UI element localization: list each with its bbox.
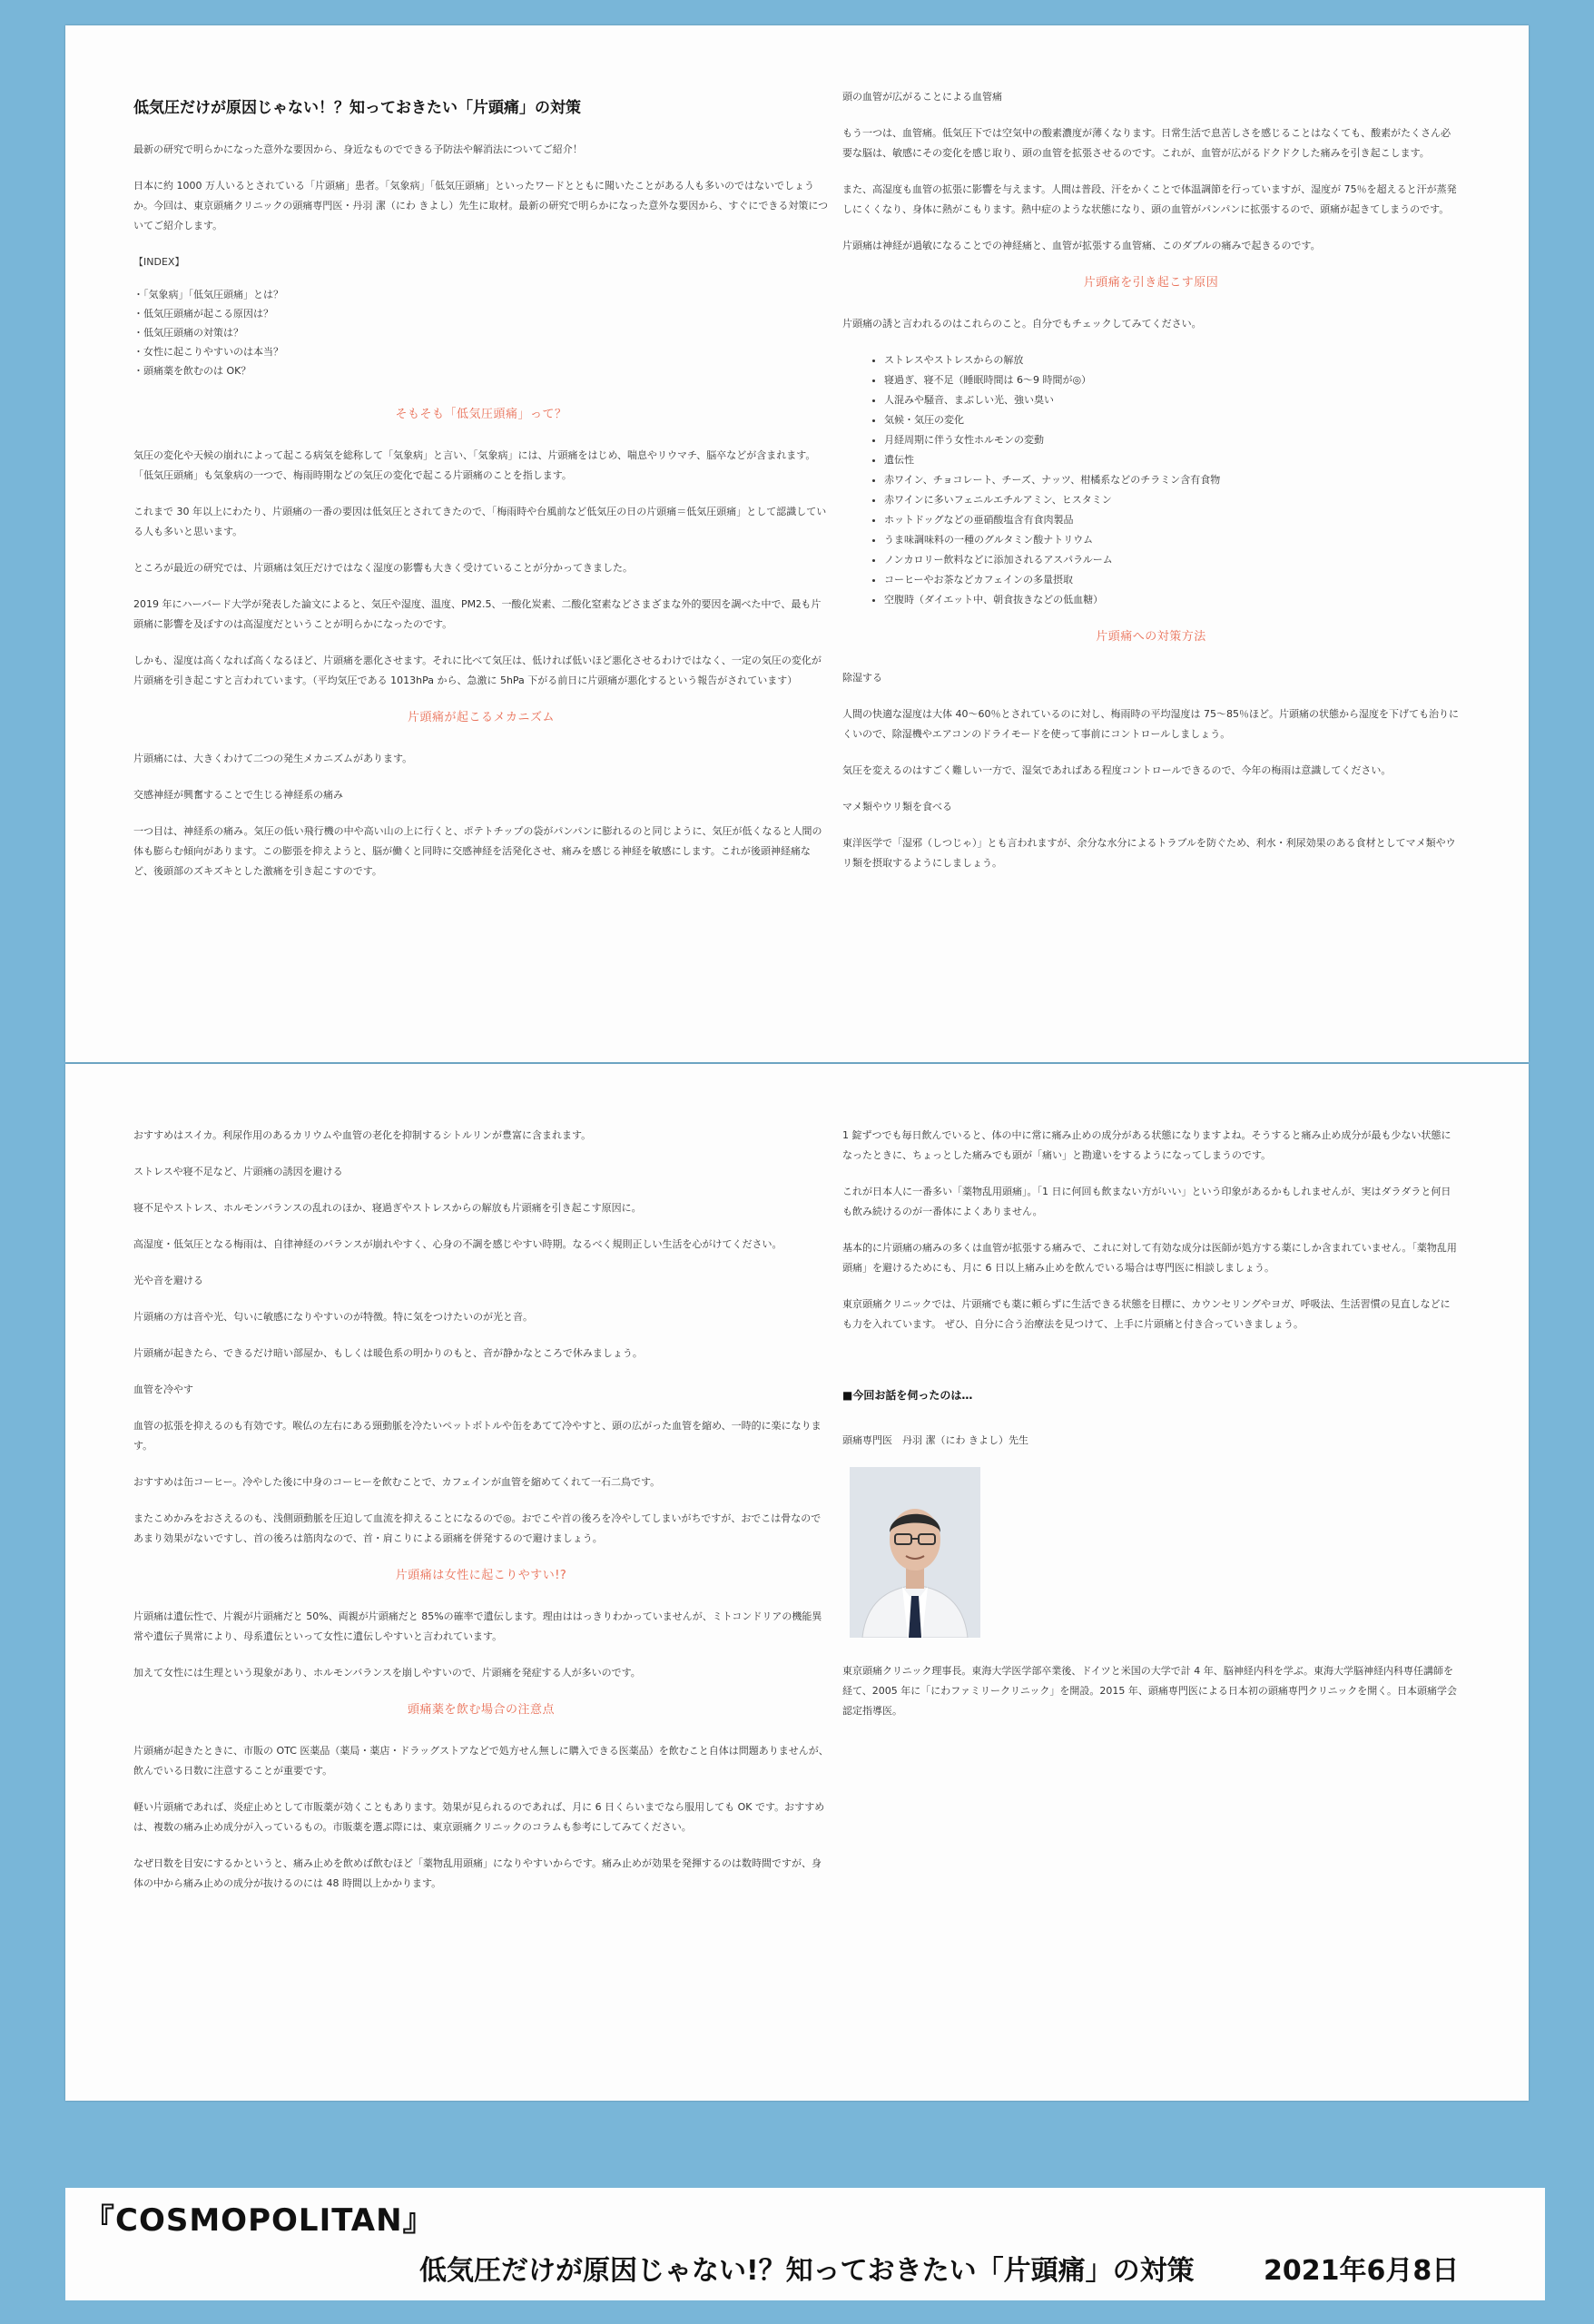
paragraph: おすすめはスイカ。利尿作用のあるカリウムや血管の老化を抑制するシトルリンが豊富に含まれます。: [133, 1129, 592, 1141]
top-left-column: [133, 96, 829, 898]
doctor-photo: [850, 1467, 980, 1638]
list-item: • 空腹時（ダイエット中、朝食抜きなどの低血糖）: [884, 590, 1460, 610]
list-item: • コーヒーやお茶などカフェインの多量摂取: [884, 570, 1460, 590]
list-item: • ノンカロリー飲料などに添加されるアスパラルーム: [884, 550, 1460, 570]
paragraph: これまで 30 年以上にわたり、片頭痛の一番の要因は低気圧とされてきたので、「梅雨時や台風前など低気圧の日の片頭痛＝低気圧頭痛」として認識している人も多いと思います。: [133, 506, 827, 537]
list-item: • うま味調味料の一種のグルタミン酸ナトリウム: [884, 530, 1460, 550]
paragraph: なぜ日数を目安にするかというと、痛み止めを飲めば飲むほど「薬物乱用頭痛」になりやすいからです。痛み止めが効果を発揮するのは数時間ですが、身体の中から痛み止めの成分が抜けるのには 48 時間以上かかります。: [133, 1857, 822, 1889]
paragraph: ところが最近の研究では、片頭痛は気圧だけではなく湿度の影響も大きく受けていることが分かってきました。: [133, 562, 633, 574]
paragraph: 片頭痛には、大きくわけて二つの発生メカニズムがあります。: [133, 753, 413, 764]
list-item: • 赤ワイン、チョコレート、チーズ、ナッツ、柑橘系などのチラミン含有食物: [884, 470, 1460, 490]
paragraph: 気圧を変えるのはすごく難しい一方で、湿気であればある程度コントロールできるので、今年の梅雨は意識してください。: [842, 764, 1392, 776]
paragraph: 加えて女性には生理という現象があり、ホルモンバランスを崩しやすいので、片頭痛を発症する人が多いのです。: [133, 1667, 641, 1679]
list-item: • 寝過ぎ、寝不足（睡眠時間は 6～9 時間が◎）: [884, 370, 1460, 390]
bottom-left-column: [133, 1126, 829, 1910]
paragraph: 片頭痛の方は音や光、匂いに敏感になりやすいのが特徴。特に気をつけたいのが光と音。: [133, 1311, 533, 1323]
bottom-right-column: [842, 1126, 1460, 1738]
index-item: ・低気圧頭痛の対策は？: [133, 327, 243, 339]
article-page-top: [65, 25, 1529, 1062]
doctor-bio: 東京頭痛クリニック理事長。東海大学医学部卒業後、ドイツと米国の大学で計 4 年、脳神経内科を学ぶ。東海大学脳神経内科専任講師を経て、2005 年に「にわファミリークリニック」を開設。2015 年、頭痛専門医による日本初の頭痛専門クリニックを開く。日本頭痛学会認定指導医。: [842, 1665, 1457, 1717]
paragraph: 軽い片頭痛であれば、炎症止めとして市販薬が効くこともあります。効果が見られるのであれば、月に 6 日くらいまでなら服用しても OK です。おすすめは、複数の痛み止め成分が入っているもの。市販薬を選ぶ際には、東京頭痛クリニックのコラムも参考にしてみてください。: [133, 1801, 825, 1833]
paragraph: しかも、湿度は高くなれば高くなるほど、片頭痛を悪化させます。それに比べて気圧は、低ければ低いほど悪化させるわけではなく、一定の気圧の変化が片頭痛を引き起こすと言われています。（平均気圧である 1013hPa から、急激に 5hPa 下がる前日に片頭痛が悪化するという報告がされています）: [133, 655, 822, 686]
subheading: ストレスや寝不足など、片頭痛の誘因を避ける: [133, 1166, 343, 1177]
index-list: [133, 285, 829, 380]
subheading: 光や音を避ける: [133, 1275, 203, 1286]
paragraph: 高湿度・低気圧となる梅雨は、自律神経のバランスが崩れやすく、心身の不調を感じやすい時期。なるべく規則正しい生活を心がけてください。: [133, 1238, 782, 1250]
index-item: ・頭痛薬を飲むのは OK？: [133, 365, 251, 377]
paragraph: 片頭痛は神経が過敏になることでの神経痛と、血管が拡張する血管痛、このダブルの痛みで起きるのです。: [842, 240, 1321, 251]
subheading: 頭の血管が広がることによる血管痛: [842, 91, 1002, 103]
section-heading: 片頭痛を引き起こす原因: [1083, 276, 1219, 290]
paragraph: 2019 年にハーバード大学が発表した論文によると、気圧や湿度、温度、PM2.5、一酸化炭素、二酸化窒素などさまざまな外的要因を調べた中で、最も片頭痛に影響を及ぼすのは高湿度だということが明らかになったのです。: [133, 598, 822, 630]
list-item: • 気候・気圧の変化: [884, 410, 1460, 430]
section-heading: 片頭痛への対策方法: [1096, 630, 1206, 644]
paragraph: 寝不足やストレス、ホルモンバランスの乱れのほか、寝過ぎやストレスからの解放も片頭痛を引き起こす原因に。: [133, 1202, 642, 1214]
footer-article-title: 低気圧だけが原因じゃない!？知っておきたい「片頭痛」の対策: [419, 2255, 1195, 2287]
paragraph: おすすめは缶コーヒー。冷やした後に中身のコーヒーを飲むことで、カフェインが血管を縮めてくれて一石二鳥です。: [133, 1476, 661, 1488]
section-heading: 片頭痛が起こるメカニズム: [407, 711, 555, 724]
list-item: • ストレスやストレスからの解放: [884, 350, 1460, 370]
top-right-column: [842, 87, 1460, 890]
article-intro: 日本に約 1000 万人いるとされている「片頭痛」患者。「気象病」「低気圧頭痛」といったワードとともに聞いたことがある人も多いのではないでしょうか。今回は、東京頭痛クリニックの頭痛専門医・丹羽 潔（にわ きよし）先生に取材。最新の研究で明らかになった意外な要因から、すぐにできる対策についてご紹介します。: [133, 180, 829, 231]
subheading: 除湿する: [842, 672, 882, 684]
article-title: 低気圧だけが原因じゃない！？知っておきたい「片頭痛」の対策: [133, 99, 581, 117]
list-item: • 人混みや騒音、まぶしい光、強い臭い: [884, 390, 1460, 410]
paragraph: 一つ目は、神経系の痛み。気圧の低い飛行機の中や高い山の上に行くと、ポテトチップの袋がパンパンに膨れるのと同じように、気圧が低くなると人間の体も膨らむ傾向があります。この膨張を抑えようと、脳が働くと同時に交感神経を活発化させ、痛みを感じる神経を敏感にします。これが後頭神経痛など、後頭部のズキズキとした激痛を引き起こすのです。: [133, 825, 822, 877]
paragraph: 片頭痛が起きたら、できるだけ暗い部屋か、もしくは暖色系の明かりのもと、音が静かなところで休みましょう。: [133, 1347, 643, 1359]
index-item: ・低気圧頭痛が起こる原因は？: [133, 308, 273, 320]
list-item: • 赤ワインに多いフェニルエチルアミン、ヒスタミン: [884, 490, 1460, 510]
subheading: 血管を冷やす: [133, 1384, 193, 1395]
paragraph: 片頭痛の誘と言われるのはこれらのこと。自分でもチェックしてみてください。: [842, 318, 1202, 330]
doctor-name: 頭痛専門医 丹羽 潔（にわ きよし）先生: [842, 1434, 1028, 1446]
paragraph: もう一つは、血管痛。低気圧下では空気中の酸素濃度が薄くなります。日常生活で息苦しさを感じることはなくても、酸素がたくさん必要な脳は、敏感にその変化を感じ取り、頭の血管を拡張させるのです。これが、血管が広がるドクドクした痛みを引き起こします。: [842, 127, 1451, 159]
paragraph: 基本的に片頭痛の痛みの多くは血管が拡張する痛みで、これに対して有効な成分は医師が処方する薬にしか含まれていません。「薬物乱用頭痛」を避けるためにも、月に 6 日以上痛み止めを飲んでいる場合は専門医に相談しましょう。: [842, 1242, 1457, 1274]
profile-heading: ■今回お話を伺ったのは…: [842, 1389, 973, 1402]
paragraph: 東洋医学で「湿邪（しつじゃ）」とも言われますが、余分な水分によるトラブルを防ぐため、利水・利尿効果のある食材としてマメ類やウリ類を摂取するようにしましょう。: [842, 837, 1456, 869]
paragraph: 1 錠ずつでも毎日飲んでいると、体の中に常に痛み止めの成分がある状態になりますよね。そうすると痛み止め成分が最も少ない状態になったときに、ちょっとした痛みでも頭が「痛い」と勘違いをするようになってしまうのです。: [842, 1129, 1451, 1161]
paragraph: また、高湿度も血管の拡張に影響を与えます。人間は普段、汗をかくことで体温調節を行っていますが、湿度が 75％を超えると汗が蒸発しにくくなり、身体に熱がこもります。熱中症のような状態になり、頭の血管がパンパンに拡張するので、頭痛が起きてしまうのです。: [842, 183, 1457, 215]
subheading: 交感神経が興奮することで生じる神経系の痛み: [133, 789, 343, 801]
paragraph: 人間の快適な湿度は大体 40～60％とされているのに対し、梅雨時の平均湿度は 75～85％ほど。片頭痛の状態から湿度を下げても治りにくいので、除湿機やエアコンのドライモードを使って事前にコントロールしましょう。: [842, 708, 1459, 740]
subheading: マメ類やウリ類を食べる: [842, 801, 952, 812]
section-heading: そもそも「低気圧頭痛」って？: [395, 408, 567, 421]
trigger-list: [842, 350, 1460, 610]
list-item: • ホットドッグなどの亜硝酸塩含有食肉製品: [884, 510, 1460, 530]
list-item: • 月経周期に伴う女性ホルモンの変動: [884, 430, 1460, 450]
section-heading: 頭痛薬を飲む場合の注意点: [407, 1703, 555, 1717]
magazine-name: 『COSMOPOLITAN』: [84, 2202, 435, 2239]
paragraph: 片頭痛は遺伝性で、片親が片頭痛だと 50%、両親が片頭痛だと 85%の確率で遺伝します。理由ははっきりわかっていませんが、ミトコンドリアの機能異常や遺伝子異常により、母系遺伝といって女性に遺伝しやすいと言われています。: [133, 1610, 822, 1642]
paragraph: 片頭痛が起きたときに、市販の OTC 医薬品（薬局・薬店・ドラッグストアなどで処方せん無しに購入できる医薬品）を飲むこと自体は問題ありませんが、飲んでいる日数に注意することが重要です。: [133, 1745, 829, 1777]
paragraph: 東京頭痛クリニックでは、片頭痛でも薬に頼らずに生活できる状態を目標に、カウンセリングやヨガ、呼吸法、生活習慣の見直しなどにも力を入れています。 ぜひ、自分に合う治療法を見つけて、上手に片頭痛と付き合っていきましょう。: [842, 1298, 1451, 1330]
section-heading: 片頭痛は女性に起こりやすい!?: [395, 1569, 567, 1582]
source-label: [65, 2188, 1545, 2300]
index-item: ・「気象病」「低気圧頭痛」とは？: [133, 289, 283, 300]
publish-date: 2021年6月8日: [1264, 2255, 1460, 2287]
paragraph: またこめかみをおさえるのも、浅側頭動脈を圧迫して血流を抑えることになるので◎。おでこや首の後ろを冷やしてしまいがちですが、おでこは骨なのであまり効果がないですし、首の後ろは筋肉なので、首・肩こりによる頭痛を併発するので避けましょう。: [133, 1512, 822, 1544]
doctor-portrait-icon: [850, 1467, 980, 1638]
paragraph: これが日本人に一番多い「薬物乱用頭痛」。「1 日に何回も飲まない方がいい」という印象があるかもしれませんが、実はダラダラと何日も飲み続けるのが一番体によくありません。: [842, 1186, 1451, 1217]
index-label: 【INDEX】: [133, 256, 185, 268]
paragraph: 血管の拡張を抑えるのも有効です。喉仏の左右にある頸動脈を冷たいペットボトルや缶をあてて冷やすと、頭の広がった血管を縮め、一時的に楽になります。: [133, 1420, 822, 1452]
index-item: ・女性に起こりやすいのは本当？: [133, 346, 283, 358]
article-page-bottom: [65, 1064, 1529, 2101]
paragraph: 気圧の変化や天候の崩れによって起こる病気を総称して「気象病」と言い、「気象病」には、片頭痛をはじめ、喘息やリウマチ、脳卒などが含まれます。「低気圧頭痛」も気象病の一つで、梅雨時期などの気圧の変化で起こる片頭痛のことを指します。: [133, 449, 816, 481]
article-lead: 最新の研究で明らかになった意外な要因から、身近なものでできる予防法や解消法についてご紹介！: [133, 143, 583, 155]
list-item: • 遺伝性: [884, 450, 1460, 470]
